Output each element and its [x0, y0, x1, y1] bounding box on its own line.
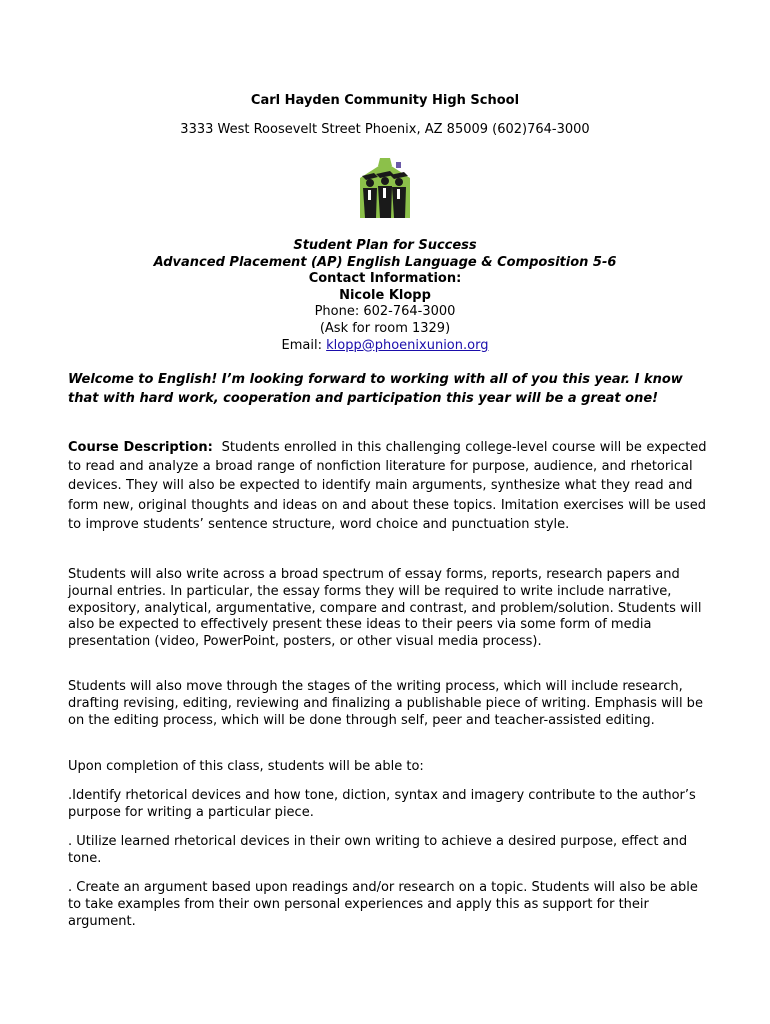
course-description-label: Course Description: — [68, 440, 213, 455]
paragraph-outcomes-intro: Upon completion of this class, students will be able to: — [68, 759, 424, 774]
email-line — [0, 338, 770, 355]
plan-title: Student Plan for Success — [293, 238, 477, 253]
contact-block — [0, 238, 770, 354]
course-description-text: Students enrolled in this challenging college-level course will be expected to read and analyze a broad range of nonfiction literature for purpose, audience, and rhetorical devices. They will also be expected to identify main arguments, synthesize what they read and form new, original thoughts and ideas on and about these topics. Imitation exercises will be used to improve students’ sentence structure, word choice and punctuation style. — [68, 440, 711, 532]
outcome-item: .Identify rhetorical devices and how tone, diction, syntax and imagery contribute to the author’s purpose for writing a particular piece. — [68, 788, 696, 820]
school-name: Carl Hayden Community High School — [250, 93, 520, 108]
outcome-item: . Create an argument based upon readings and/or research on a topic. Students will also be able to take examples from their own personal experiences and apply this as support for their argument. — [68, 880, 698, 929]
welcome-message: Welcome to English! I’m looking forward to working with all of you this year. I know that with hard work, cooperation and participation this year will be a great one! — [68, 372, 683, 406]
room-note: (Ask for room 1329) — [319, 320, 451, 336]
contact-info-label: Contact Information: — [308, 271, 462, 287]
email-link[interactable]: klopp@phoenixunion.org — [326, 337, 489, 353]
outcome-item: . Utilize learned rhetorical devices in their own writing to achieve a desired purpose, effect and tone. — [68, 834, 688, 866]
email-label: Email: — [281, 337, 327, 353]
graduates-logo-icon — [356, 156, 414, 220]
school-address: 3333 West Roosevelt Street Phoenix, AZ 85009 (602)764-3000 — [180, 122, 590, 137]
teacher-name: Nicole Klopp — [339, 287, 431, 303]
paragraph-writing-forms: Students will also write across a broad spectrum of essay forms, reports, research papers and journal entries. In particular, the essay forms they will be required to write include narrative, expository, analytical, argumentative, compare and contrast, and problem/solution. Students will also be expected to effectively present these ideas to their peers via some form of media presentation (video, PowerPoint, posters, or other visual media process). — [68, 567, 702, 650]
phone-number: Phone: 602-764-3000 — [314, 304, 456, 320]
paragraph-writing-process: Students will also move through the stages of the writing process, which will include research, drafting revising, editing, reviewing and finalizing a publishable piece of writing. Emphasis will be on the editing process, which will be done through self, peer and teacher-assisted editing. — [68, 679, 703, 728]
course-description — [68, 438, 711, 534]
course-title: Advanced Placement (AP) English Language & Composition 5-6 — [153, 254, 617, 270]
